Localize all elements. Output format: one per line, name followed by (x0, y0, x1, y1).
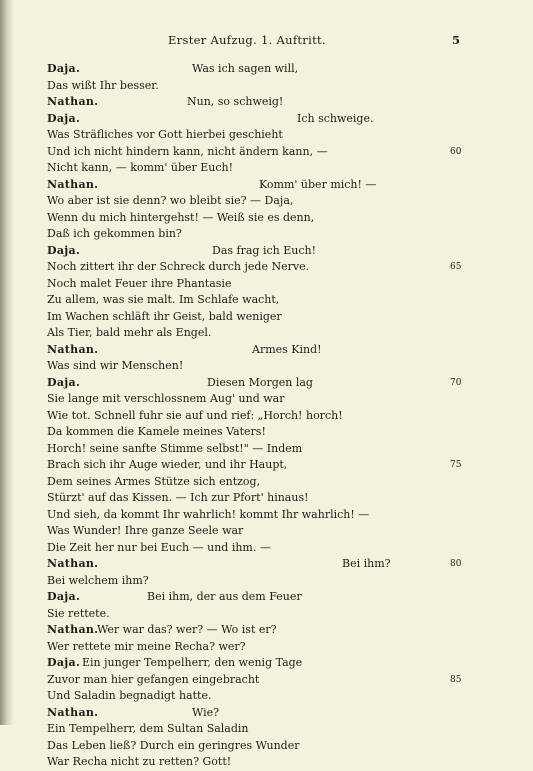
verse-line (47, 457, 467, 474)
line-text: Ein junger Tempelherr, den wenig Tage (82, 656, 303, 669)
play-text (47, 61, 467, 771)
line-text: Dem seines Armes Stütze sich entzog, (47, 474, 261, 488)
verse-line (47, 61, 467, 78)
verse-line (47, 589, 467, 606)
verse-line (47, 177, 467, 194)
line-text: Diesen Morgen lag (207, 375, 313, 389)
line-number: 85 (450, 674, 462, 685)
line-text: Was Sträfliches vor Gott hierbei geschieht (47, 128, 283, 141)
speaker-name: Daja. (47, 656, 81, 669)
line-text: Da kommen die Kamele meines Vaters! (47, 425, 266, 438)
verse-line (47, 556, 467, 573)
line-text: Noch zittert ihr der Schreck durch jede Nerve. (47, 260, 310, 273)
verse-line (47, 127, 467, 144)
speaker-name: Nathan. (47, 705, 99, 719)
line-number: 75 (450, 460, 462, 470)
speaker-name: Nathan. (47, 95, 99, 108)
verse-line (47, 309, 467, 326)
verse-line (47, 738, 467, 755)
verse-line (47, 144, 467, 161)
verse-line (47, 606, 467, 623)
verse-line (47, 226, 467, 243)
line-number: 80 (450, 559, 462, 569)
verse-line (47, 424, 467, 441)
line-text: Was Wunder! Ihre ganze Seele war (47, 524, 244, 537)
verse-line (47, 754, 467, 771)
line-text: Wie tot. Schnell fuhr sie auf und rief: „Horch! horch! (47, 408, 343, 422)
line-text: Nun, so schweig! (187, 95, 284, 108)
verse-line (47, 276, 467, 293)
verse-line (47, 375, 467, 392)
line-text: Was sind wir Menschen! (47, 359, 184, 372)
line-text: Wer rettete mir meine Recha? wer? (47, 639, 246, 653)
line-text: Sie lange mit verschlossnem Aug' und war (47, 392, 285, 405)
line-text: Noch malet Feuer ihre Phantasie (47, 276, 232, 290)
line-number: 65 (450, 262, 462, 272)
verse-line (47, 160, 467, 177)
verse-line (47, 721, 467, 738)
verse-line (47, 490, 467, 507)
verse-line (47, 639, 467, 656)
verse-line (47, 391, 467, 408)
verse-line (47, 94, 467, 111)
line-text: Wer war das? wer? — Wo ist er? (97, 623, 277, 636)
line-number: 70 (450, 377, 462, 388)
line-text: Bei ihm? (342, 557, 391, 570)
verse-line (47, 573, 467, 590)
verse-line (47, 210, 467, 227)
verse-line (47, 259, 467, 276)
line-text: Bei welchem ihm? (47, 573, 149, 587)
verse-line (47, 705, 467, 722)
speaker-name: Daja. (47, 111, 81, 125)
line-text: Wenn du mich hintergehst! — Weiß sie es denn, (47, 210, 315, 224)
speaker-name: Nathan. (47, 177, 99, 191)
line-text: Zuvor man hier gefangen eingebracht (47, 672, 260, 686)
line-text: Das Leben ließ? Durch ein geringres Wunder (47, 738, 300, 752)
speaker-name: Daja. (47, 375, 81, 389)
verse-line (47, 655, 467, 672)
speaker-name: Daja. (47, 243, 81, 257)
line-text: Die Zeit her nur bei Euch — und ihm. — (47, 540, 271, 554)
line-text: Ein Tempelherr, dem Sultan Saladin (47, 722, 249, 735)
line-text: Wie? (192, 705, 220, 719)
verse-line (47, 507, 467, 524)
line-text: Stürzt' auf das Kissen. — Ich zur Pfort' hinaus! (47, 491, 309, 504)
verse-line (47, 408, 467, 425)
verse-line (47, 342, 467, 359)
page-header (0, 33, 533, 49)
page-number: 5 (452, 33, 461, 47)
line-text: Im Wachen schläft ihr Geist, bald weniger (47, 309, 282, 323)
verse-line (47, 292, 467, 309)
verse-line (47, 111, 467, 128)
line-text: Nicht kann, — komm' über Euch! (47, 161, 234, 174)
line-text: Was ich sagen will, (192, 62, 299, 75)
verse-line (47, 358, 467, 375)
line-text: Horch! seine sanfte Stimme selbst!" — Indem (47, 441, 303, 455)
verse-line (47, 325, 467, 342)
line-text: Daß ich gekommen bin? (47, 227, 182, 240)
verse-line (47, 441, 467, 458)
line-text: Das wißt Ihr besser. (47, 78, 159, 92)
line-text: Armes Kind! (252, 342, 322, 356)
verse-line (47, 243, 467, 260)
speaker-name: Daja. (47, 590, 81, 603)
speaker-name: Daja. (47, 62, 81, 75)
line-text: Und Saladin begnadigt hatte. (47, 689, 212, 702)
line-text: Zu allem, was sie malt. Im Schlafe wacht, (47, 293, 280, 306)
line-text: Und ich nicht hindern kann, nicht ändern kann, — (47, 144, 328, 158)
line-text: War Recha nicht zu retten? Gott! (47, 755, 232, 768)
verse-line (47, 672, 467, 689)
speaker-name: Nathan. (47, 342, 99, 356)
speaker-name: Nathan. (47, 557, 99, 570)
speaker-name: Nathan. (47, 623, 99, 636)
verse-line (47, 193, 467, 210)
verse-line (47, 688, 467, 705)
line-text: Und sieh, da kommt Ihr wahrlich! kommt Ihr wahrlich! — (47, 507, 370, 521)
line-text: Das frag ich Euch! (212, 243, 316, 257)
line-text: Komm' über mich! — (259, 177, 377, 191)
page-gutter-shadow (0, 0, 14, 725)
line-text: Sie rettete. (47, 606, 110, 620)
verse-line (47, 523, 467, 540)
line-text: Bei ihm, der aus dem Feuer (147, 590, 302, 603)
line-text: Ich schweige. (297, 111, 374, 125)
verse-line (47, 540, 467, 557)
line-text: Als Tier, bald mehr als Engel. (47, 326, 212, 339)
line-text: Brach sich ihr Auge wieder, und ihr Haupt, (47, 458, 288, 471)
line-text: Wo aber ist sie denn? wo bleibt sie? — Daja, (47, 194, 294, 207)
verse-line (47, 474, 467, 491)
verse-line (47, 622, 467, 639)
running-header-title: Erster Aufzug. 1. Auftritt. (168, 33, 326, 47)
verse-line (47, 78, 467, 95)
line-number: 60 (450, 146, 462, 157)
